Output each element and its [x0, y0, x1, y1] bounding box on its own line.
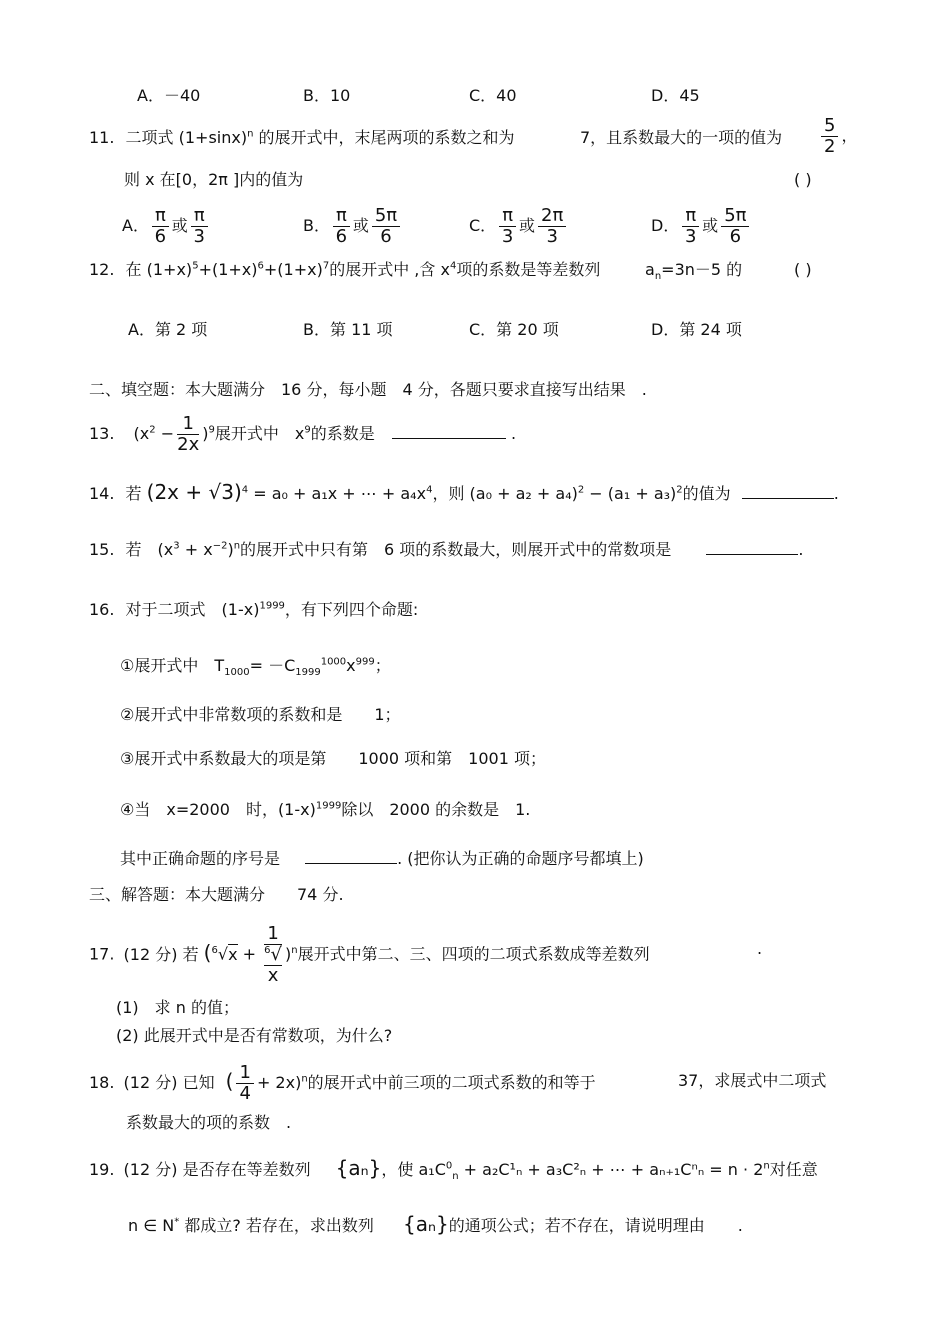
q19-stem: 19. (12 分) 是否存在等差数列 {aₙ}，使 $a_1C^0_n + a_2C^1_n + a_3C^2_n$ + ⋯ + $a_{n+1}C^n_n = n \cdot 2^n$对任意: [89, 1156, 818, 1183]
q12-answer-paren: ( ): [794, 260, 812, 279]
q14-answer-blank[interactable]: [742, 498, 834, 499]
q16-proposition-4: ④当 x=2000 时，$(1-x)^{1999}$除以 2000 的余数是 1.: [120, 800, 531, 819]
q12-option-d: D．第 24 项: [651, 320, 742, 339]
section-3-heading: 三、解答题：本大题满分 74 分.: [89, 885, 344, 904]
q18-stem: 18. (12 分) 已知 ( $\frac{1}{4}$ + 2x)$^n$的展开式中前三项的二项式系数的和等于: [89, 1062, 596, 1104]
q19-line2: n ∈ N* 都成立? 若存在，求出数列 {aₙ}的通项公式；若不存在，请说明理由 .: [128, 1212, 743, 1236]
q11-line2: 则 x 在[0，2π ]内的值为: [124, 170, 304, 189]
q12-option-b: B．第 11 项: [303, 320, 393, 339]
q10-option-a: A．－40: [137, 86, 201, 105]
q10-option-b: B．10: [303, 86, 351, 105]
q17-stem: 17. (12 分) 若 ($^6$√x + 1 $^6$√ x )$^n$展开式中第二、三、四项的二项式系数成等差数列: [89, 923, 650, 986]
q16-proposition-1: ①展开式中 $T_{1000}= -C_{1999}^{1000}x^{999}$；: [120, 656, 391, 679]
q15-stem: 15. 若 $(x^3 + x^{-2})^n$的展开式中只有第 6 项的系数最大，则展开式中的常数项是 .: [89, 540, 804, 559]
q11-stem: 11. 二项式 $(1+\sin x)^n$ 的展开式中，末尾两项的系数之和为: [89, 128, 515, 147]
q11-fraction: $\frac{5}{2}$ ，: [818, 116, 857, 157]
q16-stem: 16. 对于二项式 $(1-x)^{1999}$，有下列四个命题:: [89, 600, 419, 619]
q11-option-b: B． $\frac{\pi}{6}$ 或 $\frac{5\pi}{6}$: [303, 202, 403, 250]
q17-part-1: (1) 求 n 的值；: [116, 998, 239, 1017]
q17-part-2: (2) 此展开式中是否有常数项，为什么?: [116, 1026, 393, 1045]
q12-option-c: C．第 20 项: [469, 320, 559, 339]
section-2-heading: 二、填空题：本大题满分 16 分，每小题 4 分，各题只要求直接写出结果 .: [89, 380, 647, 399]
q11-stem-cont: 7，且系数最大的一项的值为: [580, 128, 783, 147]
q13-stem: 13. ($x^2$ − $\frac{1}{2x}$ )$^9$展开式中 $x^9$的系数是 .: [89, 413, 517, 455]
q11-answer-paren: ( ): [794, 170, 812, 189]
q11-option-a: A． $\frac{\pi}{6}$ 或 $\frac{\pi}{3}$: [122, 202, 211, 250]
q12-stem: 12. 在 $(1+x)^5+(1+x)^6+(1+x)^7$的展开式中 ,含 $x^4$项的系数是等差数列: [89, 260, 601, 279]
q17-end: .: [757, 939, 763, 958]
q11-number: 11.: [89, 128, 115, 147]
q14-stem: 14. 若 $(2x + √3)^4 = a_0 + a_1x$ + ⋯ + $a_4x^4$，则 $(a_0 + a_2 + a_4)^2 - (a_1 + a_3)^2$的值为 .: [89, 480, 839, 504]
q11-option-c: C． $\frac{\pi}{3}$ 或 $\frac{2\pi}{3}$: [469, 202, 569, 250]
q18-stem-cont: 37，求展式中二项式: [678, 1071, 827, 1090]
q18-line2: 系数最大的项的系数 .: [126, 1113, 292, 1132]
q16-proposition-3: ③展开式中系数最大的项是第 1000 项和第 1001 项；: [120, 749, 546, 768]
q12-sequence: $a_n=3n-5$ 的: [645, 260, 743, 283]
q10-option-d: D．45: [651, 86, 700, 105]
q16-proposition-2: ②展开式中非常数项的系数和是 1；: [120, 705, 401, 724]
q15-answer-blank[interactable]: [706, 554, 798, 555]
q12-option-a: A．第 2 项: [128, 320, 208, 339]
q13-answer-blank[interactable]: [392, 438, 506, 439]
q16-answer-blank[interactable]: [305, 863, 397, 864]
q16-answer-line: 其中正确命题的序号是 . (把你认为正确的命题序号都填上): [120, 849, 644, 868]
q11-option-d: D． $\frac{\pi}{3}$ 或 $\frac{5\pi}{6}$: [651, 202, 752, 250]
q10-option-c: C．40: [469, 86, 517, 105]
